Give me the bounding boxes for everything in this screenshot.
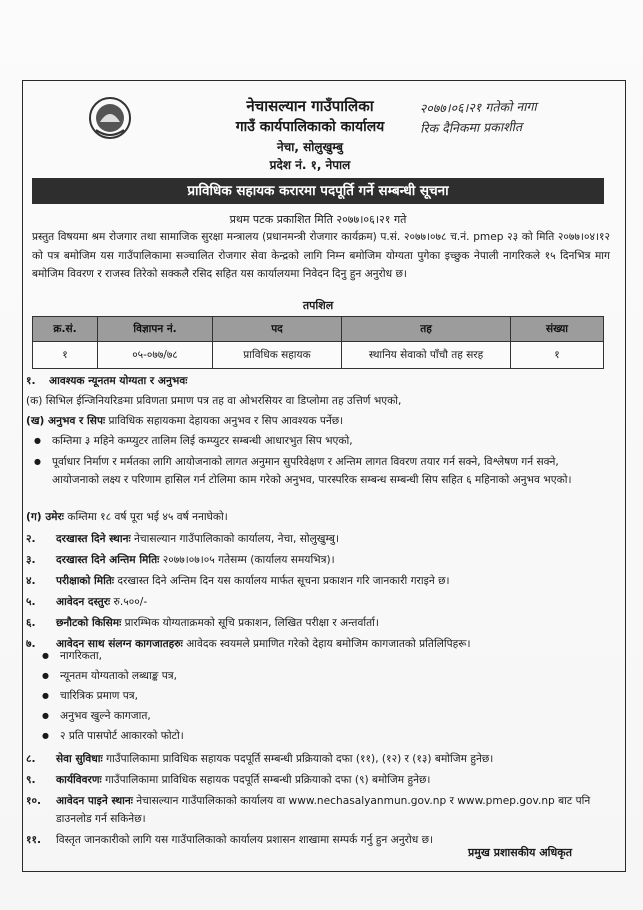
item-number: ५. <box>26 596 36 608</box>
sub-text: प्राविधिक सहायकमा देहायका अनुभव र सिप आवश्यक पर्नेछ। <box>108 415 344 427</box>
item-label: छनौटको किसिमः <box>56 617 122 629</box>
col-header: विज्ञापन नं. <box>98 317 213 342</box>
office-address: नेचा, सोलुखुम्बु <box>276 140 344 154</box>
table-cell: ०५-०७७/७८ <box>98 342 213 369</box>
numbered-list <box>26 530 606 653</box>
section-1a <box>26 392 616 410</box>
list-item <box>26 792 606 828</box>
list-item: ● पूर्वाधार निर्माण र मर्मतका लागि आयोजनाको लागत अनुमान सुपरिवेक्षण र अन्तिम लागत विवरण तयार गर्न सक्ने, विश्लेषण गर्न सक्ने, आयोजनाको लक्ष्य र परिणाम हासिल गर्न टोलिमा काम गरेको अनुभव, पारस्परिक सम्बन्ध सम्बन्धी सिप सहित ६ महिनाको अनुभव भएको। <box>26 453 606 489</box>
sub-label: (ख) अनुभव र सिपः <box>26 415 106 427</box>
item-text: गाउँपालिकामा प्राविधिक सहायक पदपूर्ति सम्बन्धी प्रक्रियाको दफा (११), (१२) र (१३) बमोजिम हुनेछ। <box>106 753 494 765</box>
list-item <box>26 614 606 632</box>
col-header: तह <box>342 317 511 342</box>
section-1c <box>26 508 616 526</box>
item-text: आवेदक स्वयमले प्रमाणित गरेको देहाय बमोजिम कागजातको प्रतिलिपिहरू। <box>186 638 471 650</box>
list-item: ● न्यूनतम योग्यताको लब्धाङ्क पत्र, <box>34 666 334 686</box>
item-label: परीक्षाको मितिः <box>56 575 115 587</box>
table-row <box>33 342 604 369</box>
item-number: ३. <box>26 554 36 566</box>
item-text: विस्तृत जानकारीको लागि यस गाउँपालिकाको कार्यालय प्रशासन शाखामा सम्पर्क गर्नु हुन अनुरोध छ। <box>56 834 434 846</box>
col-header: पद <box>213 317 342 342</box>
col-header: संख्या <box>511 317 604 342</box>
sub-label: (क) <box>26 395 43 407</box>
table-header-row <box>33 317 604 342</box>
item-label: दरखास्त दिने स्थानः <box>56 533 131 545</box>
item-label: दरखास्त दिने अन्तिम मितिः <box>56 554 160 566</box>
item-text: दरखास्त दिने अन्तिम दिन यस कार्यालय मार्फत सूचना प्रकाशन गरि जानकारी गराइने छ। <box>117 575 450 587</box>
item-text: प्रारम्भिक योग्यताक्रमको सूचि प्रकाशन, लिखित परीक्षा र अन्तर्वार्ता। <box>124 617 379 629</box>
published-date: प्रथम पटक प्रकाशित मिति २०७७।०६।२१ गते <box>229 213 407 226</box>
attachment-list <box>34 646 334 746</box>
sub-label: (ग) उमेरः <box>26 511 64 523</box>
list-item <box>26 771 606 789</box>
item-number: १०. <box>26 795 42 807</box>
item-label: कार्यविवरणः <box>56 774 102 786</box>
numbered-list-2 <box>26 750 606 849</box>
item-text: २०७७।०७।०५ गतेसम्म (कार्यालय समयभित्र)। <box>162 554 335 566</box>
sub-text: कम्तिमा १८ वर्ष पूरा भई ४५ वर्ष ननाघेको। <box>67 511 228 523</box>
section-1 <box>26 372 616 390</box>
item-text: गाउँपालिकामा प्राविधिक सहायक पदपूर्ति सम्बन्धी प्रक्रियाको दफा (९) बमोजिम हुनेछ। <box>105 774 431 786</box>
notice-title: प्राविधिक सहायक करारमा पदपूर्ति गर्ने सम्बन्धी सूचना <box>32 178 604 204</box>
item-number: ८. <box>26 753 36 765</box>
signature-title: प्रमुख प्रशासकीय अधिकृत <box>468 846 572 859</box>
section-number: १. <box>26 375 36 387</box>
list-item <box>26 551 606 569</box>
item-number: ९. <box>26 774 36 786</box>
table-cell: १ <box>33 342 98 369</box>
item-label: सेवा सुविधाः <box>56 753 103 765</box>
item-label: आवेदन साथ संलग्न कागजातहरुः <box>56 638 183 650</box>
list-item: ● नागरिकता, <box>34 646 334 666</box>
handwritten-line-2: रिक दैनिकमा प्रकाशीत <box>420 118 523 136</box>
nepal-emblem-icon <box>88 96 132 140</box>
item-label: आवेदन दस्तुरः <box>56 596 111 608</box>
item-number: ७. <box>26 638 36 650</box>
table-cell: स्थानिय सेवाको पाँचौ तह सरह <box>342 342 511 369</box>
handwritten-note <box>420 95 621 138</box>
province: प्रदेश नं. १, नेपाल <box>269 158 351 172</box>
list-item <box>26 572 606 590</box>
item-text: नेचासल्यान गाउँपालिकाको कार्यालय वा www.nechasalyanmun.gov.np र www.pmep.gov.np बाट पनि डाउनलोड गर्न सकिनेछ। <box>56 795 591 825</box>
col-header: क्र.सं. <box>33 317 98 342</box>
intro-paragraph: प्रस्तुत विषयमा श्रम रोजगार तथा सामाजिक सुरक्षा मन्त्रालय (प्रधानमन्त्री रोजगार कार्यक्रम) प.सं. २०७७।०७८ च.नं. pmep २३ को मिति २०७७।०४।१२ को पत्र बमोजिम यस गाउँपालिकामा सञ्चालित रोजगार सेवा केन्द्रको लागि निम्न बमोजिम योग्यता पुगेका इच्छुक नेपाली नागरिकले १५ दिनभित्र माग बमोजिम विवरण र राजस्व तिरेको सक्कलै रसिद सहित यस कार्यालयमा निवेदन दिनु हुन अनुरोध छ। <box>32 231 610 280</box>
table-cell: प्राविधिक सहायक <box>213 342 342 369</box>
item-number: २. <box>26 533 36 545</box>
item-text: नेचासल्यान गाउँपालिकाको कार्यालय, नेचा, सोलुखुम्बु। <box>133 533 339 545</box>
item-text: रु.५००/- <box>113 596 148 608</box>
item-number: ६. <box>26 617 36 629</box>
item-label: आवेदन पाइने स्थानः <box>56 795 133 807</box>
list-item: ● चारित्रिक प्रमाण पत्र, <box>34 686 334 706</box>
office-subtitle: गाउँ कार्यपालिकाको कार्यालय <box>235 119 385 135</box>
vacancy-table <box>32 316 604 369</box>
office-name: नेचासल्यान गाउँपालिका <box>246 97 374 115</box>
section-label: आवश्यक न्यूनतम योग्यता र अनुभवः <box>49 375 188 387</box>
list-item <box>26 750 606 768</box>
table-cell: १ <box>511 342 604 369</box>
sub-text: सिभिल ईन्जिनियरिङमा प्रविणता प्रमाण पत्र तह वा ओभरसियर वा डिप्लोमा तह उत्तिर्ण भएको, <box>45 395 402 407</box>
bullet-list <box>26 432 606 489</box>
list-item: ● २ प्रति पासपोर्ट आकारको फोटो। <box>34 726 334 746</box>
list-item <box>26 530 606 548</box>
list-item <box>26 593 606 611</box>
handwritten-line-1: २०७७।०६।२१ गतेको नागा <box>419 98 537 116</box>
table-caption: तपशिल <box>302 299 334 312</box>
section-1b <box>26 412 616 430</box>
list-item: ● अनुभव खुल्ने कागजात, <box>34 706 334 726</box>
list-item: ● कम्तिमा ३ महिने कम्प्युटर तालिम लिई कम्प्युटर सम्बन्धी आधारभुत सिप भएको, <box>26 432 606 450</box>
item-number: ४. <box>26 575 36 587</box>
item-number: ११. <box>26 834 42 846</box>
